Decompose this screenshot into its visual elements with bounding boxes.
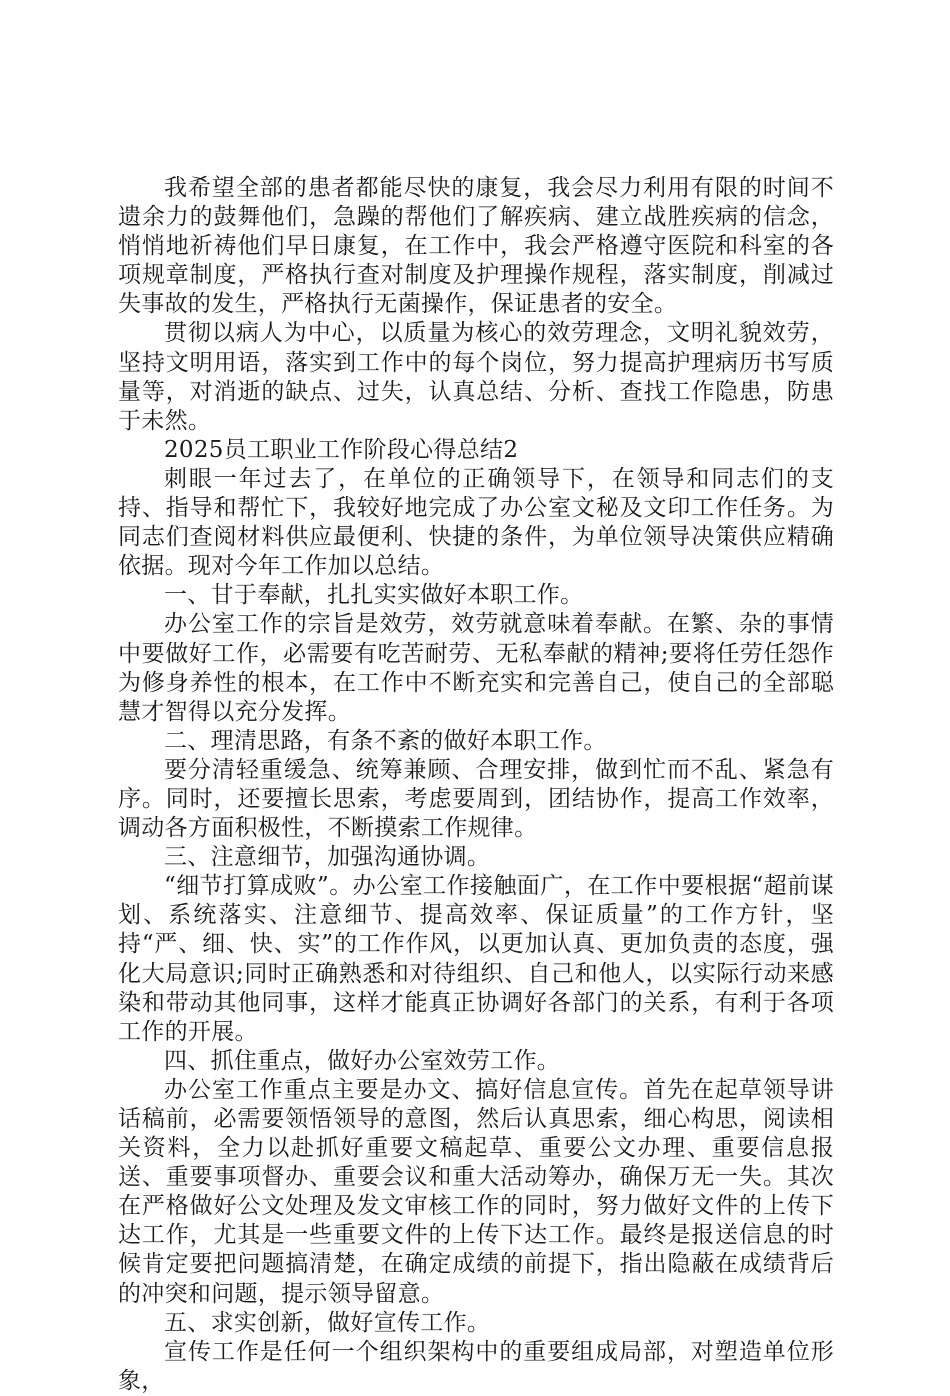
document-body — [118, 174, 834, 1396]
body-paragraph-publicity: 宣传工作是任何一个组织架构中的重要组成局部，对塑造单位形象， — [118, 1338, 834, 1394]
body-paragraph-office-service: 办公室工作重点主要是办文、搞好信息宣传。首先在起草领导讲话稿前，必需要领悟领导的意图，然后认真思索，细心构思，阅读相关资料，全力以赴抓好重要文稿起草、重要公文办理、重要信息报送、重要事项督办、重要会议和重大活动筹办，确保万无一失。其次在严格做好公文处理及发文审核工作的同时，努力做好文件的上传下达工作，尤其是一些重要文件的上传下达工作。最终是报送信息的时候肯定要把问题搞清楚，在确定成绩的前提下，指出隐蔽在成绩背后的冲突和问题，提示领导留意。 — [118, 1076, 834, 1307]
subheading-publicity: 五、求实创新，做好宣传工作。 — [164, 1309, 491, 1336]
body-paragraph-dedication: 办公室工作的宗旨是效劳，效劳就意味着奉献。在繁、杂的事情中要做好工作，必需要有吃苦耐劳、无私奉献的精神;要将任劳任怨作为修身养性的根本，在工作中不断充实和完善自己，使自己的全部聪慧才智得以充分发挥。 — [118, 611, 834, 725]
subheading-dedication: 一、甘于奉献，扎扎实实做好本职工作。 — [164, 582, 584, 609]
body-paragraph-intro: 刺眼一年过去了，在单位的正确领导下，在领导和同志们的支持、指导和帮忙下，我较好地完成了办公室文秘及文印工作任务。为同志们查阅材料供应最便利、快捷的条件，为单位领导决策供应精确依据。现对今年工作加以总结。 — [118, 465, 834, 580]
subheading-office-service: 四、抓住重点，做好办公室效劳工作。 — [164, 1047, 561, 1074]
body-paragraph-service-philosophy: 贯彻以病人为中心，以质量为核心的效劳理念，文明礼貌效劳，坚持文明用语，落实到工作中的每个岗位，努力提高护理病历书写质量等，对消逝的缺点、过失，认真总结、分析、查找工作隐患，防患于未然。 — [118, 320, 834, 434]
subheading-details: 三、注意细节，加强沟通协调。 — [164, 844, 491, 871]
body-paragraph-patient-care: 我希望全部的患者都能尽快的康复，我会尽力利用有限的时间不遗余力的鼓舞他们，急躁的帮他们了解疾病、建立战胜疾病的信念，悄悄地祈祷他们早日康复，在工作中，我会严格遵守医院和科室的各项规章制度，严格执行查对制度及护理操作规程，落实制度，削减过失事故的发生，严格执行无菌操作，保证患者的安全。 — [118, 175, 834, 318]
subheading-clear-thinking: 二、理清思路，有条不紊的做好本职工作。 — [164, 727, 607, 754]
section-title: 2025员工职业工作阶段心得总结2 — [164, 436, 519, 463]
body-paragraph-clear-thinking: 要分清轻重缓急、统筹兼顾、合理安排，做到忙而不乱、紧急有序。同时，还要擅长思索，考虑要周到，团结协作，提高工作效率，调动各方面积极性，不断摸索工作规律。 — [118, 756, 834, 842]
body-paragraph-details: “细节打算成败”。办公室工作接触面广，在工作中要根据“超前谋划、系统落实、注意细节、提高效率、保证质量”的工作方针，坚持“严、细、快、实”的工作作风，以更加认真、更加负责的态度，强化大局意识;同时正确熟悉和对待组织、自己和他人，以实际行动来感染和带动其他同事，这样才能真正协调好各部门的关系，有利于各项工作的开展。 — [118, 873, 834, 1045]
